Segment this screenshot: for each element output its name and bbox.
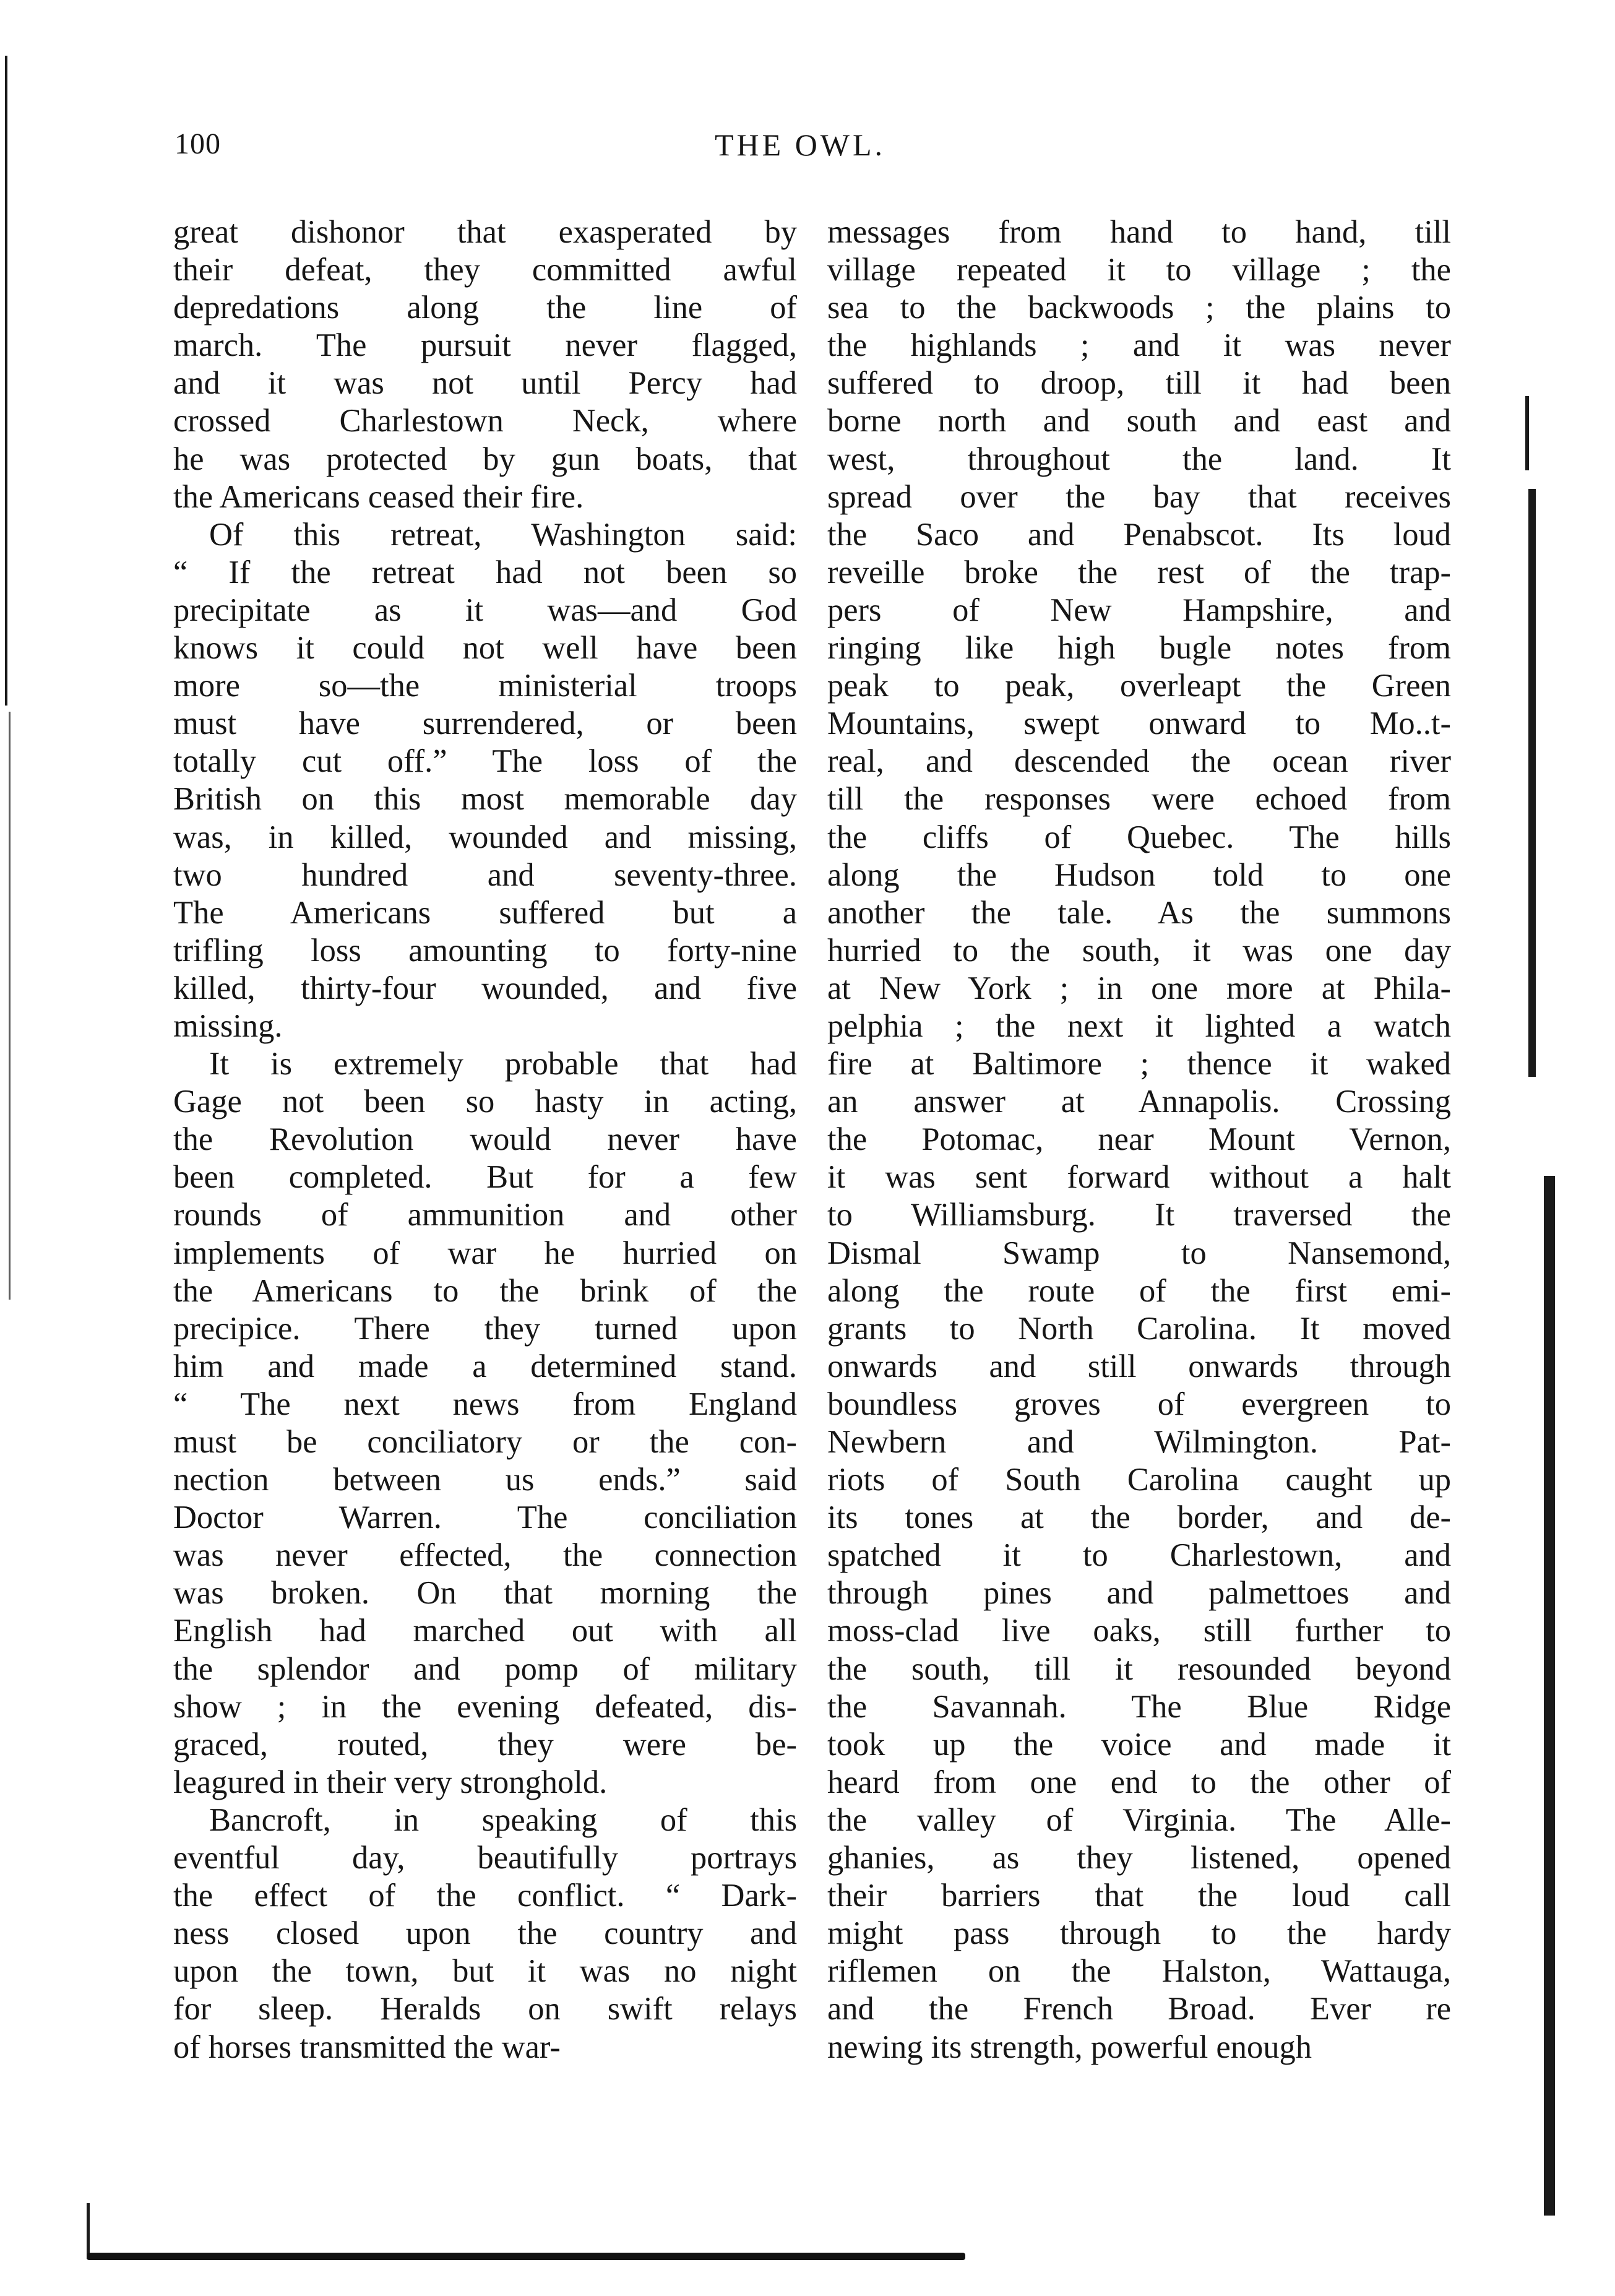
text-line: Mountains, swept onward to Mo..t-: [827, 706, 1451, 742]
text-line: knows it could not well have been: [173, 630, 797, 667]
text-line: show ; in the evening defeated, dis-: [173, 1688, 797, 1725]
text-line: pers of New Hampshire, and: [827, 592, 1451, 628]
text-line: might pass through to the hardy: [827, 1915, 1451, 1952]
text-line: The Americans suffered but a: [173, 894, 797, 931]
text-line: sea to the backwoods ; the plains to: [827, 290, 1451, 326]
text-line: riflemen on the Halston, Wattauga,: [827, 1953, 1451, 1990]
text-line: Bancroft, in speaking of this: [209, 1802, 797, 1838]
text-line: It is extremely probable that had: [209, 1046, 797, 1082]
text-line: fire at Baltimore ; thence it waked: [827, 1046, 1451, 1082]
text-line: west, throughout the land. It: [827, 441, 1451, 477]
left-text-column: [173, 214, 797, 2066]
text-line: the Americans to the brink of the: [173, 1272, 797, 1309]
text-line: the cliffs of Quebec. The hills: [827, 819, 1451, 855]
text-line: onwards and still onwards through: [827, 1348, 1451, 1384]
text-line: English had marched out with all: [173, 1613, 797, 1649]
text-line: precipice. There they turned upon: [173, 1310, 797, 1347]
text-line: more so—the ministerial troops: [173, 668, 797, 704]
text-line: the Americans ceased their fire.: [173, 478, 584, 515]
page-number: 100: [174, 127, 221, 160]
text-line: Gage not been so hasty in acting,: [173, 1084, 797, 1120]
text-line: the splendor and pomp of military: [173, 1651, 797, 1687]
text-line: of horses transmitted the war-: [173, 2029, 561, 2065]
scan-bottom-rule: [87, 2253, 965, 2260]
text-line: trifling loss amounting to forty-nine: [173, 932, 797, 969]
text-line: nection between us ends.” said: [173, 1462, 797, 1498]
text-line: implements of war he hurried on: [173, 1235, 797, 1271]
text-line: ness closed upon the country and: [173, 1915, 797, 1952]
text-line: reveille broke the rest of the trap-: [827, 554, 1451, 590]
text-line: borne north and south and east and: [827, 403, 1451, 439]
text-line: Doctor Warren. The conciliation: [173, 1500, 797, 1536]
text-line: pelphia ; the next it lighted a watch: [827, 1008, 1451, 1044]
text-line: leagured in their very stronghold.: [173, 1764, 608, 1800]
text-line: graced, routed, they were be-: [173, 1726, 797, 1763]
text-line: through pines and palmettoes and: [827, 1575, 1451, 1612]
text-line: their defeat, they committed awful: [173, 252, 797, 288]
text-line: ringing like high bugle notes from: [827, 630, 1451, 667]
text-line: along the route of the first emi-: [827, 1272, 1451, 1309]
text-line: must be conciliatory or the con-: [173, 1424, 797, 1460]
text-line: the Savannah. The Blue Ridge: [827, 1688, 1451, 1725]
scan-edge-left-lower: [9, 712, 11, 1300]
text-line: Newbern and Wilmington. Pat-: [827, 1424, 1451, 1460]
text-line: “ The next news from England: [173, 1386, 797, 1422]
text-line: was never effected, the connection: [173, 1537, 797, 1574]
text-line: at New York ; in one more at Phila-: [827, 970, 1451, 1006]
text-line: to Williamsburg. It traversed the: [827, 1197, 1451, 1233]
text-line: suffered to droop, till it had been: [827, 365, 1451, 402]
text-line: till the responses were echoed from: [827, 781, 1451, 818]
text-line: an answer at Annapolis. Crossing: [827, 1084, 1451, 1120]
text-line: Of this retreat, Washington said:: [209, 516, 797, 553]
text-line: upon the town, but it was no night: [173, 1953, 797, 1990]
text-line: along the Hudson told to one: [827, 857, 1451, 893]
text-line: “ If the retreat had not been so: [173, 554, 797, 590]
text-line: messages from hand to hand, till: [827, 214, 1451, 250]
text-line: riots of South Carolina caught up: [827, 1462, 1451, 1498]
text-line: and it was not until Percy had: [173, 365, 797, 402]
page-header: [0, 127, 1615, 164]
text-line: crossed Charlestown Neck, where: [173, 403, 797, 439]
text-line: the highlands ; and it was never: [827, 327, 1451, 364]
scan-edge-right-lower: [1544, 1176, 1555, 2216]
text-line: the effect of the conflict. “ Dark-: [173, 1878, 797, 1914]
text-line: depredations along the line of: [173, 290, 797, 326]
text-line: was, in killed, wounded and missing,: [173, 819, 797, 855]
text-line: village repeated it to village ; the: [827, 252, 1451, 288]
text-line: was broken. On that morning the: [173, 1575, 797, 1612]
text-line: Dismal Swamp to Nansemond,: [827, 1235, 1451, 1271]
text-line: the Saco and Penabscot. Its loud: [827, 516, 1451, 553]
text-line: real, and descended the ocean river: [827, 743, 1451, 780]
text-line: moss-clad live oaks, still further to: [827, 1613, 1451, 1649]
scan-edge-right-top: [1525, 396, 1529, 470]
text-line: spread over the bay that receives: [827, 478, 1451, 515]
text-line: ghanies, as they listened, opened: [827, 1840, 1451, 1876]
text-line: spatched it to Charlestown, and: [827, 1537, 1451, 1574]
text-line: it was sent forward without a halt: [827, 1159, 1451, 1196]
text-line: its tones at the border, and de-: [827, 1500, 1451, 1536]
text-line: been completed. But for a few: [173, 1159, 797, 1196]
scan-edge-left: [5, 56, 7, 706]
text-line: British on this most memorable day: [173, 781, 797, 818]
text-line: missing.: [173, 1008, 283, 1044]
text-line: the south, till it resounded beyond: [827, 1651, 1451, 1687]
text-line: peak to peak, overleapt the Green: [827, 668, 1451, 704]
text-line: boundless groves of evergreen to: [827, 1386, 1451, 1422]
text-line: the valley of Virginia. The Alle-: [827, 1802, 1451, 1838]
text-line: rounds of ammunition and other: [173, 1197, 797, 1233]
right-text-column: [827, 214, 1451, 2066]
text-line: great dishonor that exasperated by: [173, 214, 797, 250]
text-line: eventful day, beautifully portrays: [173, 1840, 797, 1876]
scan-edge-left-bottom: [87, 2203, 90, 2259]
text-line: precipitate as it was—and God: [173, 592, 797, 628]
text-line: must have surrendered, or been: [173, 706, 797, 742]
text-line: he was protected by gun boats, that: [173, 441, 797, 477]
text-line: two hundred and seventy-three.: [173, 857, 797, 893]
scan-edge-right: [1528, 489, 1536, 1077]
text-line: march. The pursuit never flagged,: [173, 327, 797, 364]
text-line: and the French Broad. Ever re: [827, 1991, 1451, 2027]
text-line: the Potomac, near Mount Vernon,: [827, 1121, 1451, 1158]
text-line: the Revolution would never have: [173, 1121, 797, 1158]
text-line: for sleep. Heralds on swift relays: [173, 1991, 797, 2027]
running-title: THE OWL.: [715, 127, 886, 162]
text-line: totally cut off.” The loss of the: [173, 743, 797, 780]
text-line: heard from one end to the other of: [827, 1764, 1451, 1800]
text-line: killed, thirty-four wounded, and five: [173, 970, 797, 1006]
text-line: their barriers that the loud call: [827, 1878, 1451, 1914]
text-line: another the tale. As the summons: [827, 894, 1451, 931]
text-line: took up the voice and made it: [827, 1726, 1451, 1763]
text-line: hurried to the south, it was one day: [827, 932, 1451, 969]
text-line: him and made a determined stand.: [173, 1348, 797, 1384]
text-line: grants to North Carolina. It moved: [827, 1310, 1451, 1347]
text-line: newing its strength, powerful enough: [827, 2029, 1312, 2065]
